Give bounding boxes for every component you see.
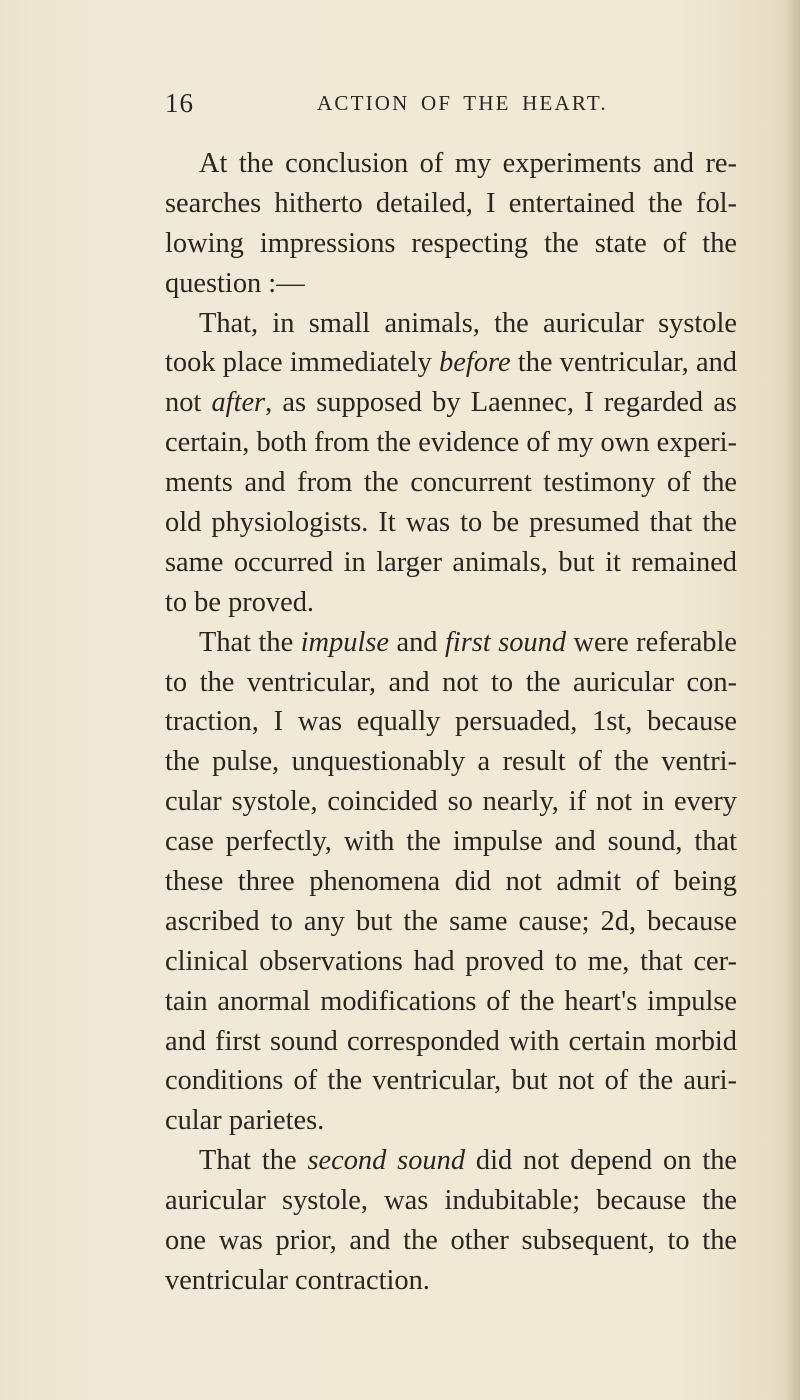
text-line: these three phenomena did not admit of being — [165, 866, 737, 898]
text-line: conditions of the ventricular, but not of the auri- — [165, 1065, 737, 1097]
italic-term: impulse — [300, 626, 389, 658]
page-header — [165, 88, 725, 128]
paragraph — [165, 1141, 737, 1301]
text-line: searches hitherto detailed, I entertained the fol- — [165, 187, 737, 219]
text-segment: did not depend on the — [465, 1145, 738, 1177]
italic-term: second sound — [307, 1145, 466, 1177]
text-segment: That the — [199, 1145, 308, 1177]
body-text — [165, 144, 737, 1301]
text-line: old physiologists. It was to be presumed that the — [165, 507, 737, 539]
text-line: cular parietes. — [165, 1105, 325, 1137]
text-segment: and — [389, 626, 445, 658]
text-line — [165, 343, 737, 383]
text-line: and first sound corresponded with certain morbid — [165, 1025, 737, 1057]
text-line — [165, 383, 737, 423]
text-segment: , as supposed by Laennec, I regarded as — [265, 387, 737, 419]
text-line: auricular systole, was indubitable; because the — [165, 1185, 737, 1217]
text-segment: not — [165, 387, 212, 419]
text-line: ventricular contraction. — [165, 1264, 430, 1296]
text-segment: took place immediately — [165, 347, 440, 379]
text-segment: That the — [199, 626, 301, 658]
paragraph — [165, 144, 737, 304]
text-line — [165, 623, 737, 663]
text-line — [165, 1141, 737, 1181]
running-head: ACTION OF THE HEART. — [317, 91, 608, 115]
text-line: certain, both from the evidence of my own experi- — [165, 427, 737, 459]
text-segment: the ventricular, and — [510, 347, 737, 379]
italic-term: after — [211, 387, 266, 419]
paragraph — [165, 304, 737, 623]
text-line: same occurred in larger animals, but it remained — [165, 546, 737, 578]
italic-term: before — [439, 347, 511, 379]
text-line: That, in small animals, the auricular systole — [199, 307, 737, 339]
text-line: case perfectly, with the impulse and sound, that — [165, 826, 737, 858]
text-line: At the conclusion of my experiments and re- — [199, 148, 737, 179]
text-line: the pulse, unquestionably a result of the ventri- — [165, 746, 737, 778]
text-line: traction, I was equally persuaded, 1st, because — [165, 706, 737, 738]
text-line: lowing impressions respecting the state of the — [165, 227, 737, 259]
italic-term: first sound — [444, 626, 567, 658]
text-line: one was prior, and the other subsequent, to the — [165, 1225, 737, 1257]
text-line: tain anormal modifications of the heart's impulse — [165, 985, 737, 1017]
text-line: ascribed to any but the same cause; 2d, because — [165, 905, 737, 937]
text-line: cular systole, coincided so nearly, if not in every — [165, 786, 737, 818]
paragraph — [165, 623, 737, 1142]
text-line: clinical observations had proved to me, that cer- — [165, 945, 737, 977]
text-line: to be proved. — [165, 586, 315, 618]
page-edge-shadow — [786, 0, 800, 1400]
text-line: ments and from the concurrent testimony of the — [165, 467, 737, 499]
page-number: 16 — [165, 88, 194, 118]
text-segment: were referable — [566, 626, 737, 658]
text-line: question :— — [165, 267, 305, 299]
text-line: to the ventricular, and not to the auricular con- — [165, 666, 737, 698]
